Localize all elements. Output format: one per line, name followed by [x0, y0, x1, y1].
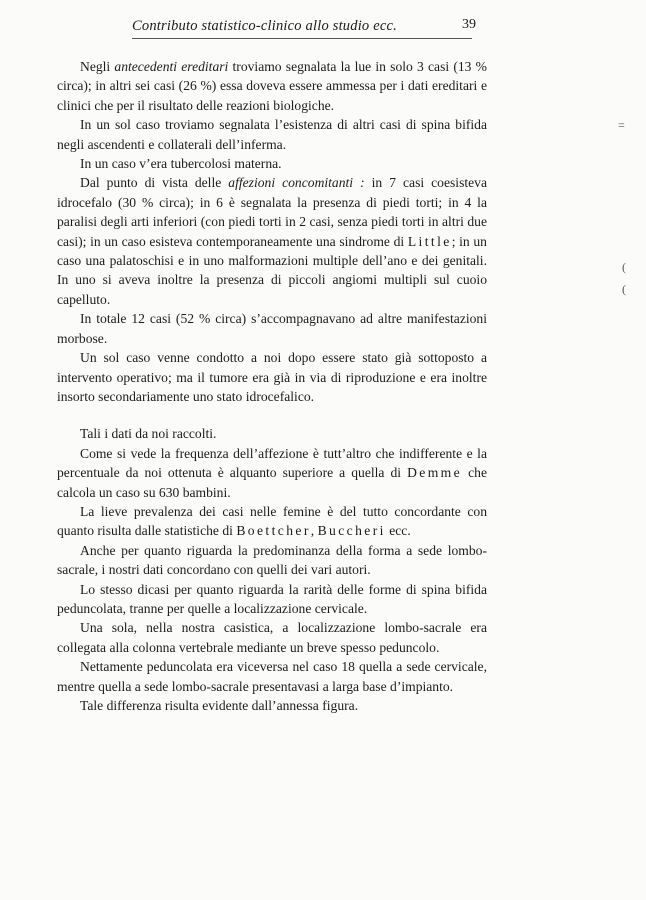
text-run: Anche per quanto riguarda la predominanza della forma a sede lombo-sacrale, i nostri dati concordano con quelli dei vari autori.	[57, 542, 487, 578]
text-run: Negli	[80, 59, 115, 74]
text-run: La lieve prevalenza dei casi nelle femine è del tutto concordante con quanto risulta dalle statistiche di	[57, 503, 487, 539]
text-run: antecedenti ereditari	[114, 59, 229, 74]
text-run: in 7 casi coesisteva idrocefalo (30 % circa); in 6 è segnalata la presenza di piedi torti; in 4 la paralisi degli arti inferiori (con piedi torti in 2 casi, senza piedi torti in altri due casi); in un caso esisteva contemporaneamente una sindrome di	[57, 175, 488, 249]
running-header	[132, 18, 472, 39]
text-run: Tale differenza risulta evidente dall’annessa figura.	[80, 698, 359, 713]
text-run: affezioni concomitanti :	[228, 175, 365, 191]
text-run: ; in un caso una palatoschisi e in uno malformazioni multiple dell’ano e dei genitali. In uno si aveva inoltre la presenza di piccoli angiomi multipli sul cuoio capelluto.	[57, 233, 487, 307]
text-run: Lo stesso dicasi per quanto riguarda la rarità delle forme di spina bifida peduncolata, tranne per quelle a localizzazione cervicale.	[57, 581, 487, 616]
text-run: che calcola un caso su 630 bambini.	[57, 465, 487, 500]
paragraph	[57, 57, 487, 115]
paragraph	[57, 696, 487, 715]
paragraph	[57, 541, 487, 580]
text-run: troviamo segnalata la lue in solo 3 casi (13 % circa); in altri sei casi (26 %) essa doveva essere ammessa per i dati ereditari e clinici che per il risultato delle reazioni biologiche.	[57, 59, 487, 113]
text-run: Nettamente peduncolata era viceversa nel caso 18 quella a sede cervicale, mentre quella a sede lombo-sacrale presentavasi a larga base d’impianto.	[57, 659, 487, 694]
text-run: Una sola, nella nostra casistica, a localizzazione lombo-sacrale era collegata alla colonna vertebrale mediante un breve spesso peduncolo.	[57, 620, 487, 655]
paragraph	[57, 115, 487, 154]
paragraph	[57, 154, 487, 173]
margin-mark: =	[618, 118, 625, 132]
paragraph	[57, 580, 487, 619]
paragraph	[57, 309, 487, 348]
text-run: In totale 12 casi (52 % circa) s’accompagnavano ad altre manifestazioni morbose.	[57, 311, 487, 346]
text-run: Demme	[407, 465, 463, 481]
paragraph	[57, 618, 487, 657]
body-text	[57, 57, 487, 715]
page-number: 39	[462, 17, 476, 32]
paragraph	[57, 444, 487, 502]
text-run: Tali i dati da noi raccolti.	[80, 426, 217, 442]
paragraph	[57, 657, 487, 696]
text-run: Buccheri	[317, 523, 386, 539]
paragraph	[57, 173, 487, 309]
text-run: Come si vede la frequenza dell’affezione è tutt’altro che indifferente e la percentuale da noi ottenuta è alquanto superiore a quella di	[57, 445, 487, 481]
margin-mark: (	[622, 282, 626, 296]
paragraph	[57, 348, 487, 406]
text-run: Little	[407, 233, 452, 249]
text-run: Boettcher	[236, 523, 311, 539]
margin-mark: (	[622, 260, 626, 274]
text-run: Un sol caso venne condotto a noi dopo essere stato già sottoposto a intervento operativo; ma il tumore era già in via di riproduzione e era inoltre insorto secondariamente uno stato idrocefalico.	[57, 350, 487, 404]
paragraph	[57, 502, 487, 541]
text-run: In un caso v’era tubercolosi materna.	[80, 156, 282, 172]
running-title: Contributo statistico-clinico allo studio ecc.	[132, 18, 397, 34]
text-run: Dal punto di vista delle	[80, 175, 229, 191]
text-run: ,	[310, 523, 318, 539]
text-run: In un sol caso troviamo segnalata l’esistenza di altri casi di spina bifida negli ascendenti e collaterali dell’inferma.	[57, 117, 487, 152]
text-run: ecc.	[385, 523, 411, 539]
paragraph	[57, 424, 487, 443]
